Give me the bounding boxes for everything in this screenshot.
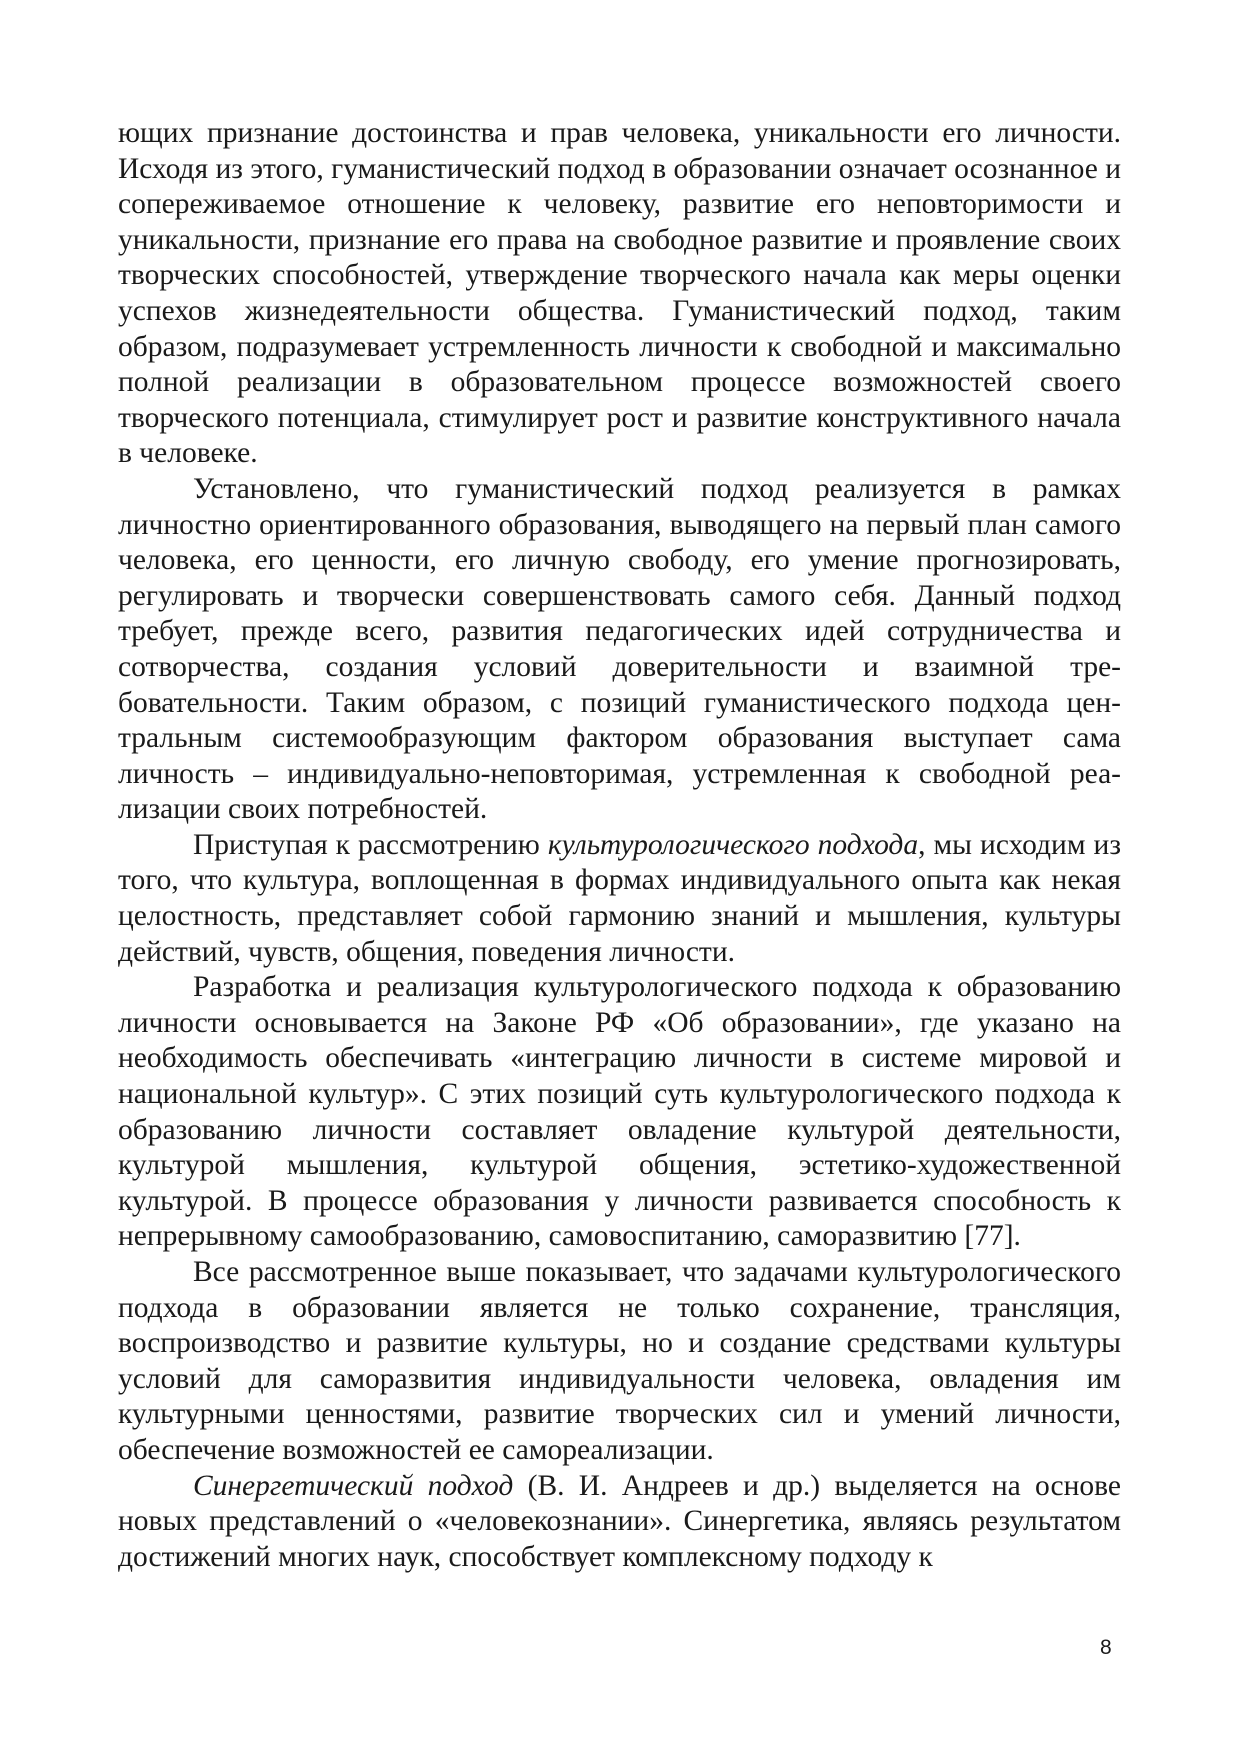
text-segment: Приступая к рассмотрению [193, 828, 548, 861]
text-segment: , мы исходим из того, что культура, воплощенная в формах индивидуального опыта как некая целостность, представляет собой гармонию знаний и мышления, культуры действий, чувств, общения, поведения личности. [118, 828, 1121, 968]
paragraph-2 [118, 472, 1121, 828]
page-number: 8 [1100, 1636, 1112, 1659]
paragraph-3 [118, 828, 1121, 970]
paragraph-1 [118, 116, 1121, 472]
italic-term: Синергетический подход [193, 1469, 514, 1502]
italic-term: культурологического подхода [547, 828, 919, 861]
paragraph-6 [118, 1469, 1121, 1576]
text-segment: Установлено, что гуманистический подход реализуется в рамках личностно ориентированного образования, выводящего на первый план самого человека, его ценности, его личную свободу, его умение прогнозировать, регулировать и творчески совершенствовать самого себя. Данный подход требует, прежде всего, развития педагогических идей сотрудничества и сотворчества, создания условий доверительности и взаимной требовательности. Таким образом, с позиций гуманистического подхода центральным системообразующим фактором образования выступает сама личность – индивидуально-неповторимая, устремленная к свободной реализации своих потребностей. [118, 472, 1121, 826]
text-segment: (В. И. Андреев и др.) выделяется на основе новых представлений о «человекознании». Синергетика, являясь результатом достижений многих наук, способствует комплексному подходу к [118, 1469, 1121, 1573]
text-segment: Все рассмотренное выше показывает, что задачами культурологического подхода в образовании является не только сохранение, трансляция, воспроизводство и развитие культуры, но и создание средствами культуры условий для саморазвития индивидуальности человека, овладения им культурными ценностями, развитие творческих сил и умений личности, обеспечение возможностей ее самореализации. [118, 1256, 1121, 1466]
body-text [118, 116, 1121, 1575]
paragraph-4 [118, 970, 1121, 1255]
paragraph-5 [118, 1255, 1121, 1469]
text-segment: Разработка и реализация культурологического подхода к образованию личности основывается на Законе РФ «Об образовании», где указано на необходимость обеспечивать «интеграцию личности в системе мировой и национальной культур». С этих позиций суть культурологического подхода к образованию личности составляет овладение культурой деятельности, культурой мышления, культурой общения, эстетико-художественной культурой. В процессе образования у личности развивается способность к непрерывному самообразованию, самовоспитанию, саморазвитию [77]. [118, 971, 1121, 1253]
text-segment: ющих признание достоинства и прав человека, уникальности его личности. Исходя из этого, гуманистический подход в образовании означает осознанное и сопереживаемое отношение к человеку, развитие его неповторимости и уникальности, признание его права на свободное развитие и проявление своих творческих способностей, утверждение творческого начала как меры оценки успехов жизнедеятельности общества. Гуманистический подход, таким образом, подразумевает устремленность личности к свободной и максимально полной реализации в образовательном процессе возможностей своего творческого потенциала, стимулирует рост и развитие конструктивного начала в человеке. [118, 117, 1121, 470]
